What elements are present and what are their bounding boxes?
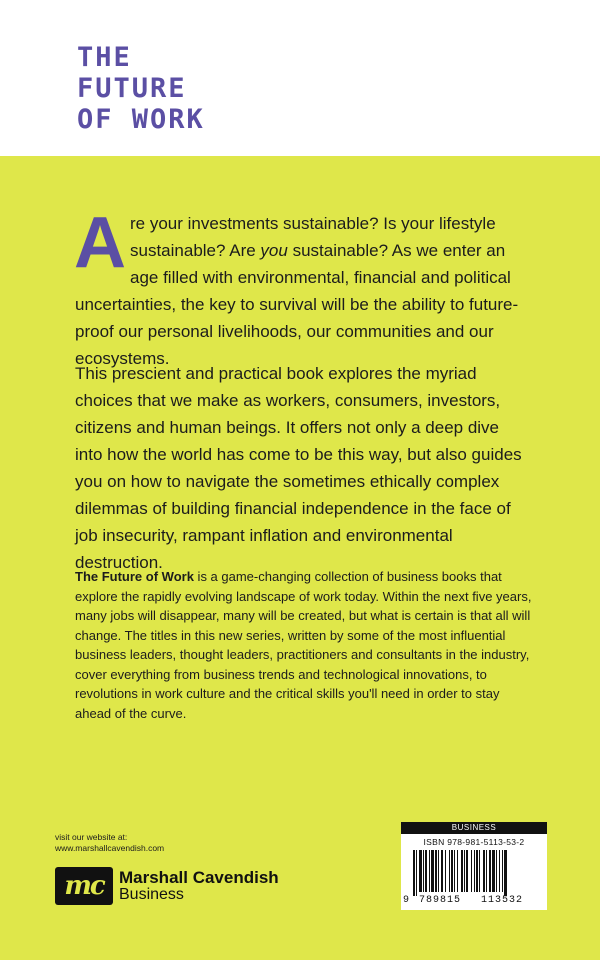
barcode-digit-first: 9 — [403, 895, 410, 906]
publisher-logo — [55, 866, 279, 906]
website-url: www.marshallcavendish.com — [55, 843, 165, 853]
category-label: BUSINESS — [401, 822, 547, 834]
series-title-line-2: FUTURE — [77, 73, 187, 104]
publisher-name: Marshall Cavendish — [119, 868, 279, 887]
blurb-p1-part1: re your investments sustainable? Is your lifestyle sustainable? Are — [130, 214, 496, 260]
series-description-text: is a game-changing collection of business books that explore the rapidly evolving landscape of work today. Within the next five years, many jobs will disappear, many will be created, but what is certain is that all will change. The titles in this new series, written by some of the most influential business leaders, thought leaders, practitioners and consultants in the industry, cover everything from business trends and technological innovations, to revolutions in work culture and the critical skills you'll need in order to stay ahead of the curve. — [75, 569, 532, 721]
mc-logo-mark: mc — [55, 867, 113, 905]
blurb-p1-italic: you — [260, 241, 288, 260]
isbn-text: ISBN 978-981-5113-53-2 — [423, 837, 525, 847]
series-title-line-3: OF WORK — [77, 104, 205, 135]
blurb-p1-part2: sustainable? As we enter an age filled with environmental, financial and political uncertainties, the key to survival will be the ability to future-proof our personal livelihoods, our communities and our ecosystems. — [75, 241, 519, 368]
series-title-line-1: THE — [77, 42, 132, 73]
drop-cap: A — [74, 203, 126, 283]
publisher-imprint: Business — [119, 886, 184, 903]
series-name-bold: The Future of Work — [75, 569, 194, 584]
barcode-digits-group-1: 789815 — [419, 895, 462, 906]
website-block — [55, 832, 164, 854]
series-description — [75, 567, 533, 723]
barcode-digits-group-2: 113532 — [481, 895, 524, 906]
blurb-paragraph-2: This prescient and practical book explores the myriad choices that we make as workers, consumers, investors, citizens and human beings. It offers not only a deep dive into how the world has come to be this way, but also guides you on how to navigate the sometimes ethically complex dilemmas of building financial independence in the face of job insecurity, rampant inflation and environmental destruction. — [75, 364, 522, 572]
publisher-wordmark — [119, 869, 279, 903]
website-label: visit our website at: — [55, 832, 128, 842]
series-title — [77, 42, 205, 135]
barcode-bars — [411, 850, 537, 896]
barcode-box — [401, 822, 547, 910]
blurb-paragraph-1 — [74, 203, 527, 372]
